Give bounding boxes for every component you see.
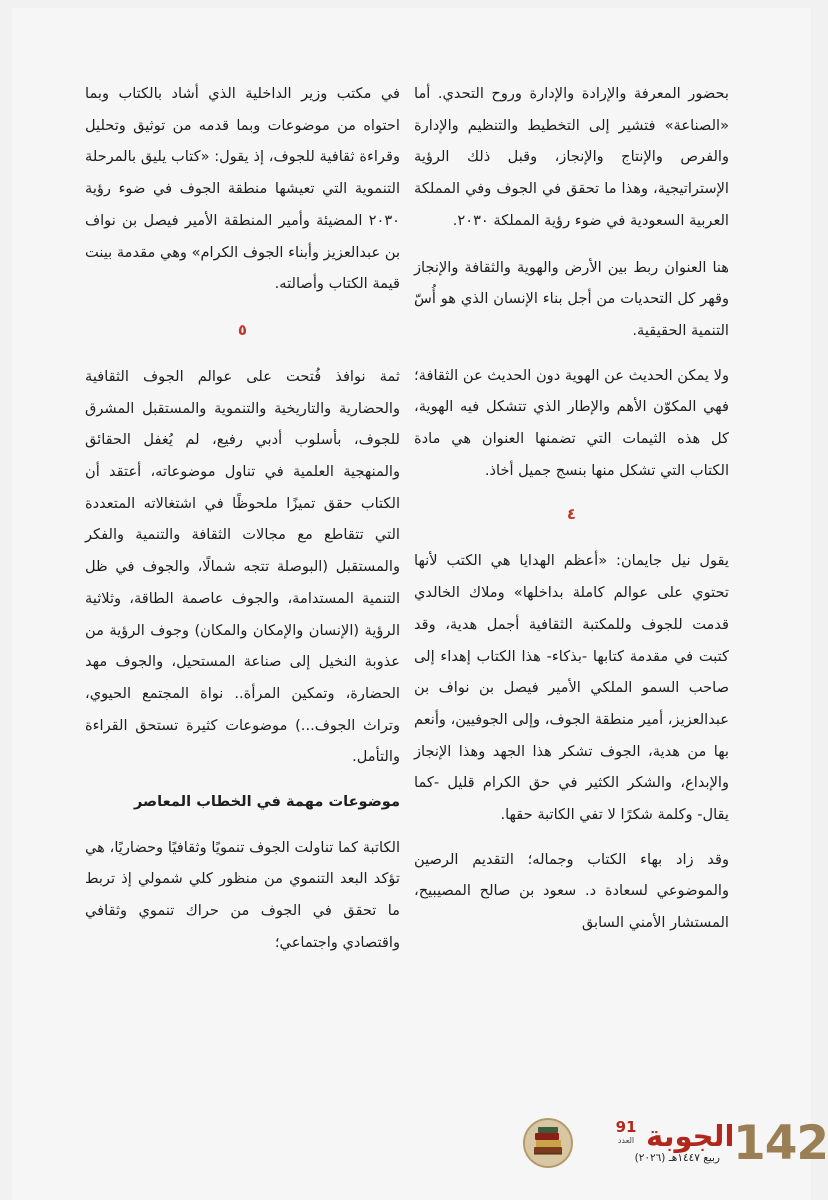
- paragraph: وقد زاد بهاء الكتاب وجماله؛ التقديم الرصين والموضوعي لسعادة د. سعود بن صالح المصيبيح، المستشار الأمني السابق: [414, 850, 729, 932]
- issue-date: ربيع ١٤٤٧هـ (٢٠٢٦): [634, 1152, 720, 1164]
- paragraph: يقول نيل جايمان: «أعظم الهدايا هي الكتب لأنها تحتوي على عوالم كاملة بداخلها» وملاك الخالدي قدمت للجوف وللمكتبة الثقافية أجمل هدية، وقد كتبت في مقدمة كتابها -بذكاء- هذا الكتاب إهداء إلى صاحب السمو الملكي الأمير فيصل بن نواف بن عبدالعزيز، أمير منطقة الجوف، وإلى الجوفيين، وأنعم بها من هدية، الجوف تشكر هذا الجهد وهذا الإنجاز والإبداع، والشكر الكثير في حق الكرام قليل -كما يقال- وكلمة شكرًا لا تفي الكاتبة حقها.: [414, 552, 729, 824]
- article-column-right: [414, 78, 729, 952]
- paragraph: الكاتبة كما تناولت الجوف تنمويًا وثقافيًا وحضاريًا، هي تؤكد البعد التنموي من منظور كلي شمولي إذ تربط ما تحقق في الجوف من حراك تنموي وثقافي واقتصادي واجتماعي؛: [85, 838, 400, 951]
- magazine-name: الجوبة: [646, 1119, 735, 1153]
- paragraph: في مكتب وزير الداخلية الذي أشاد بالكتاب وبما احتواه من موضوعات وبما قدمه من توثيق وتحليل وقراءة ثقافية للجوف، إذ يقول: «كتاب يليق بالمرحلة التنموية التي تعيشها منطقة الجوف في ضوء رؤية ٢٠٣٠ المضيئة وأمير المنطقة الأمير فيصل بن نواف بن عبدالعزيز وأبناء الجوف الكرام» وهي مقدمة بينت قيمة الكتاب وأصالته.: [85, 85, 400, 293]
- issue-label: العدد: [617, 1136, 635, 1145]
- page-number: 142: [733, 1116, 828, 1171]
- paragraph: ولا يمكن الحديث عن الهوية دون الحديث عن الثقافة؛ فهي المكوّن الأهم والإطار الذي تتشكل فيه الهوية، كل هذه الثيمات التي تضمنها العنوان هي مادة الكتاب التي تشكل منها بنسج جميل أخاذ.: [414, 366, 729, 479]
- section-number: ٥: [237, 320, 248, 339]
- paragraph: هنا العنوان ربط بين الأرض والهوية والثقافة والإنجاز وقهر كل التحديات من أجل بناء الإنسان الذي هو أُسّ التنمية الحقيقية.: [414, 258, 729, 339]
- article-column-left: [85, 78, 400, 972]
- subheading: موضوعات مهمة في الخطاب المعاصر: [133, 793, 400, 811]
- paragraph: ثمة نوافذ فُتحت على عوالم الجوف الثقافية والحضارية والتاريخية والتنموية والمستقبل المشرق للجوف، بأسلوب أدبي رفيع، لم يُغفل الحقائق والمنهجية العلمية في تناول موضوعاته، أعتقد أن الكتاب حقق تميزًا ملحوظًا في اشتغالاته المتعددة التي تتقاطع مع مجالات الثقافة والتنمية والفكر والمستقبل (البوصلة تتجه شمالًا، والجوف في ظل التنمية المستدامة، والجوف عاصمة الطاقة، وثلاثية الرؤية (الإنسان والإمكان والمكان) وجوف الرؤية من عذوبة النخيل إلى صناعة المستحيل، والجوف مهد الحضارة، وتمكين المرأة.. نواة المجتمع الحيوي، وتراث الجوف...) موضوعات كثيرة تستحق القراءة والتأمل.: [85, 367, 400, 766]
- paragraph: بحضور المعرفة والإرادة والإدارة وروح التحدي. أما «الصناعة» فتشير إلى التخطيط والتنظيم والإدارة والفرص والإنتاج والإنجاز، وقبل ذلك الرؤية الإستراتيجية، وهذا ما تحقق في الجوف وفي المملكة العربية السعودية في ضوء رؤية المملكة ٢٠٣٠.: [414, 85, 729, 229]
- books-stack-icon: [522, 1117, 574, 1169]
- issue-number: 91: [615, 1118, 637, 1136]
- section-number: ٤: [566, 505, 577, 524]
